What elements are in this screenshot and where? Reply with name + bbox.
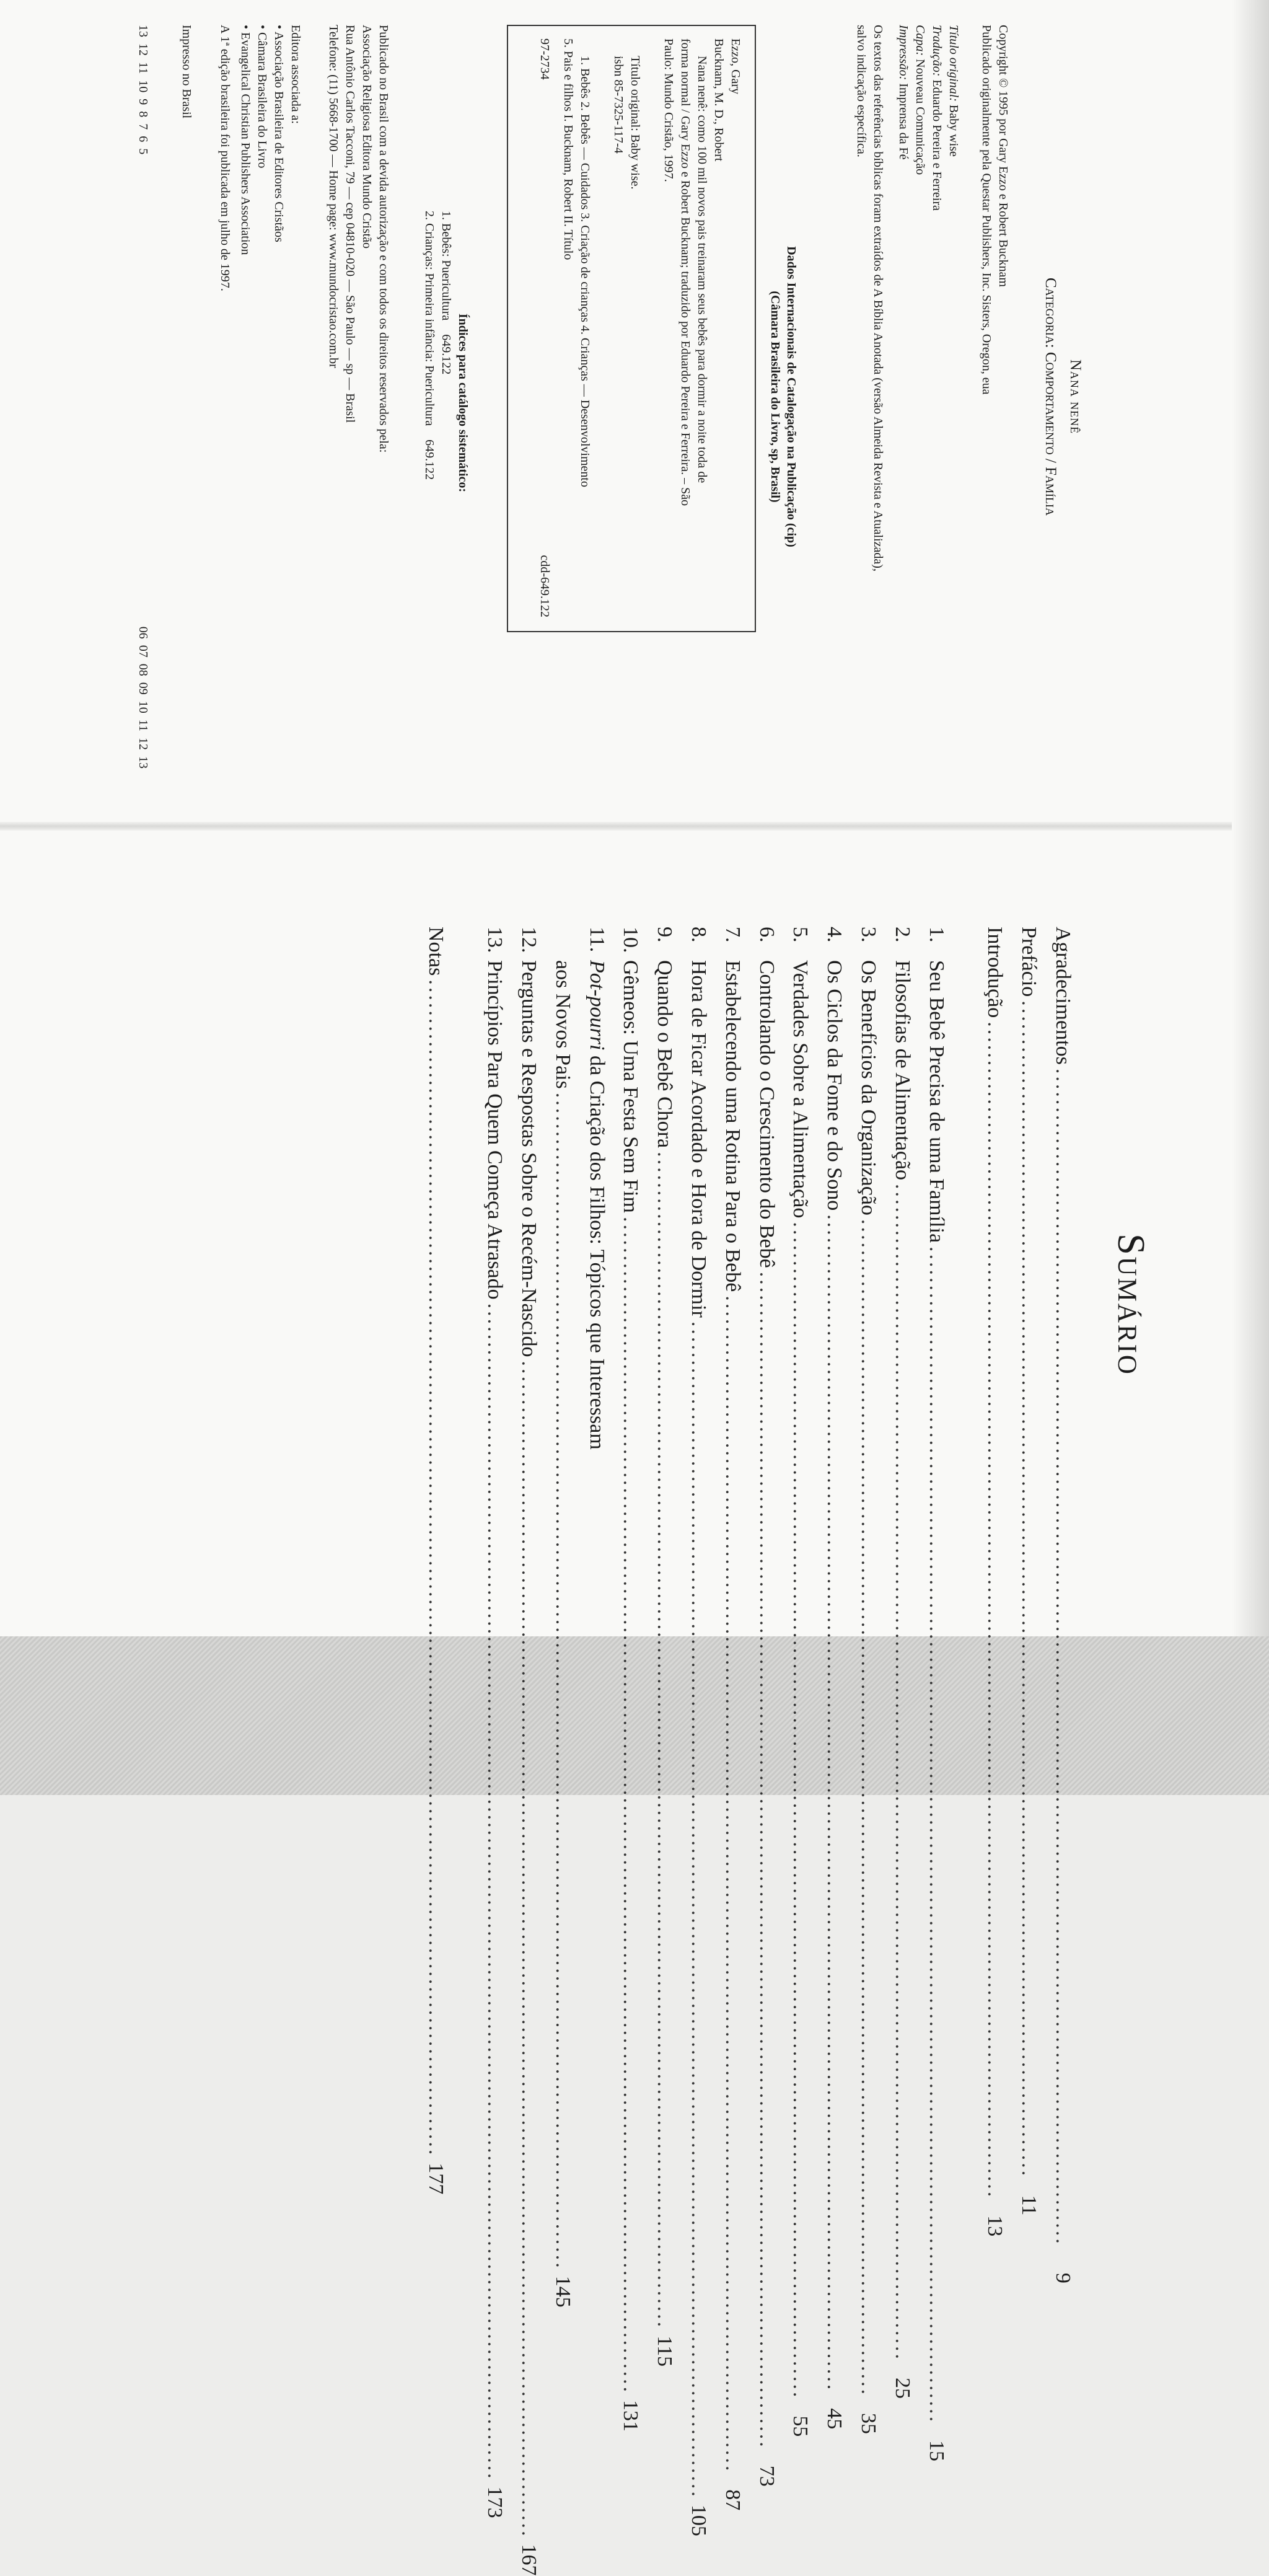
book-category: Categoria: Comportamento / Família: [1042, 277, 1059, 516]
toc-entry: 3. Os Benefícios da Organização ........................................................................................................................................................ 35: [857, 927, 880, 2434]
publisher-line: Rua Antônio Carlos Tacconi, 79 — cep 04810-020 — São Paulo — sp — Brasil: [343, 25, 357, 423]
copyright-line: Copyright © 1995 por Gary Ezzo e Robert Bucknam: [996, 25, 1010, 287]
toc-entry: Agradecimentos ........................................................................................................................................................ 9: [1052, 927, 1074, 2283]
toc-entry: Prefácio ........................................................................................................................................................ 11: [1017, 927, 1041, 2216]
credit-line: Impressão: Imprensa da Fé: [897, 25, 910, 160]
toc-entry: Introdução ........................................................................................................................................................ 13: [983, 927, 1007, 2237]
toc-entry: 4. Os Ciclos da Fome e do Sono ........................................................................................................................................................ 45: [823, 927, 846, 2430]
toc-entry: 10. Gêmeos: Uma Festa Sem Fim ........................................................................................................................................................ 131: [619, 927, 643, 2432]
credit-line: Tradução: Eduardo Pereira e Ferreira: [930, 25, 944, 211]
printed-in: Impresso no Brasil: [180, 25, 193, 119]
publisher-line: Associação Religiosa Editora Mundo Cristão: [360, 25, 374, 249]
toc-entry: 12. Perguntas e Respostas Sobre o Recém-Nascido ........................................................................................................................................................ 167: [517, 927, 541, 2576]
toc-entry: 13. Princípios Para Quem Começa Atrasado ........................................................................................................................................................ 173: [483, 927, 507, 2518]
toc-entry: 2. Filosofias de Alimentação ........................................................................................................................................................ 25: [890, 927, 914, 2399]
copyright-page: [62, 25, 1084, 769]
bible-note-line: Os textos das referências bíblicas foram extraídos de A Bíblia Anotada (versão Almeida Revista e Atualizada),: [871, 25, 885, 571]
association-line: Editora associada a:: [289, 25, 302, 124]
cip-line: Paulo: Mundo Cristão, 1997.: [662, 38, 675, 182]
cdd-code: cdd-649.122: [538, 555, 551, 617]
toc-entry: 8. Hora de Ficar Acordado e Hora de Dormir ........................................................................................................................................................ 105: [687, 927, 711, 2536]
copyright-notice: [978, 25, 1011, 769]
bible-note: [853, 25, 886, 769]
cip-line: Título original: Baby wise.: [628, 56, 642, 190]
toc-title: Sumário: [1110, 1233, 1152, 1376]
cip-heading: Dados Internacionais de Catalogação na Publicação (cip) (Câmara Brasileira do Livro, sp, Brasil): [768, 246, 798, 547]
credits: [895, 25, 962, 769]
toc-list: [419, 927, 1079, 2576]
print-run-numbers: [134, 25, 151, 769]
toc-entry: 6. Controlando o Crescimento do Bebê ........................................................................................................................................................ 73: [755, 927, 778, 2487]
toc-entry: 7. Estabelecendo uma Rotina Para o Bebê ........................................................................................................................................................ 87: [721, 927, 744, 2511]
page-edge-shadow: [1232, 0, 1269, 1636]
edition-note: A 1ª edição brasileira foi publicada em julho de 1997.: [218, 25, 232, 291]
publisher-line: Telefone: (11) 5668-1700 — Home page: www.mundocristao.com.br: [327, 25, 340, 368]
association-line: • Evangelical Christian Publishers Association: [239, 25, 252, 255]
publisher-info: [325, 25, 392, 769]
toc-entry: 11. Pot-pourri da Criação dos Filhos: Tópicos que Interessam: [585, 927, 608, 1450]
cip-line: Bucknam, M. D., Robert: [712, 38, 726, 162]
cip-line: 5. Pais e filhos I. Bucknam, Robert II. Título: [561, 38, 575, 260]
catalog-index: [421, 186, 471, 620]
catalog-index-heading: Índices para catálogo sistemático:: [456, 313, 470, 493]
cip-line: isbn 85-7325-117-4: [612, 56, 625, 154]
book-title: Nana nenê: [1067, 359, 1084, 434]
credit-line: Título original: Baby wise: [947, 25, 960, 157]
print-numbers-left: 13 12 11 10 9 8 7 6 5: [136, 25, 150, 155]
associations: [237, 25, 304, 769]
toc-entry: 9. Quando o Bebê Chora ........................................................................................................................................................ 115: [653, 927, 677, 2367]
catalog-index-row: 2. Crianças: Primeira infância: Puericultura 649.122: [423, 211, 436, 480]
copyright-line: Publicado originalmente pela Questar Publishers, Inc. Sisters, Oregon, eua: [980, 25, 993, 395]
toc-entry: 1. Seu Bebê Precisa de uma Família ........................................................................................................................................................ 15: [924, 927, 948, 2462]
print-numbers-right: 06 07 08 09 10 11 12 13: [136, 626, 150, 769]
cip-box: [507, 25, 756, 632]
toc-entry-continuation: aos Novos Pais ........................................................................................................................................................ 145: [551, 960, 574, 2308]
cip-line: 1. Bebês 2. Bebês — Cuidados 3. Criação de crianças 4. Crianças — Desenvolvimento: [578, 56, 592, 487]
cip-line: Nana nenê: como 100 mil novos pais treinaram seus bebês para dormir a noite toda de: [695, 56, 709, 483]
cip-line: Ezzo, Gary: [729, 38, 742, 94]
catalog-index-row: 1. Bebês: Puericultura 649.122: [439, 211, 453, 375]
toc-entry: Notas ........................................................................................................................................................ 177: [424, 927, 448, 2195]
association-line: • Associação Brasileira de Editores Cristãos: [272, 25, 286, 242]
bible-note-line: salvo indicação específica.: [854, 25, 868, 157]
cip-number: 97-2734: [538, 38, 551, 80]
cip-line: forma normal / Gary Ezzo e Robert Bucknam; traduzido por Eduardo Pereira e Ferreira. – São: [678, 38, 692, 506]
credit-line: Capa: Nouveau Comunicação: [913, 25, 927, 175]
toc-entry: 5. Verdades Sobre a Alimentação ........................................................................................................................................................ 55: [789, 927, 812, 2437]
association-line: • Câmara Brasileira do Livro: [255, 25, 269, 169]
page-fold: [0, 822, 1269, 831]
publisher-line: Publicado no Brasil com a devida autorização e com todos os direitos reservados pela:: [377, 25, 390, 453]
table-of-contents: [223, 927, 1153, 2576]
